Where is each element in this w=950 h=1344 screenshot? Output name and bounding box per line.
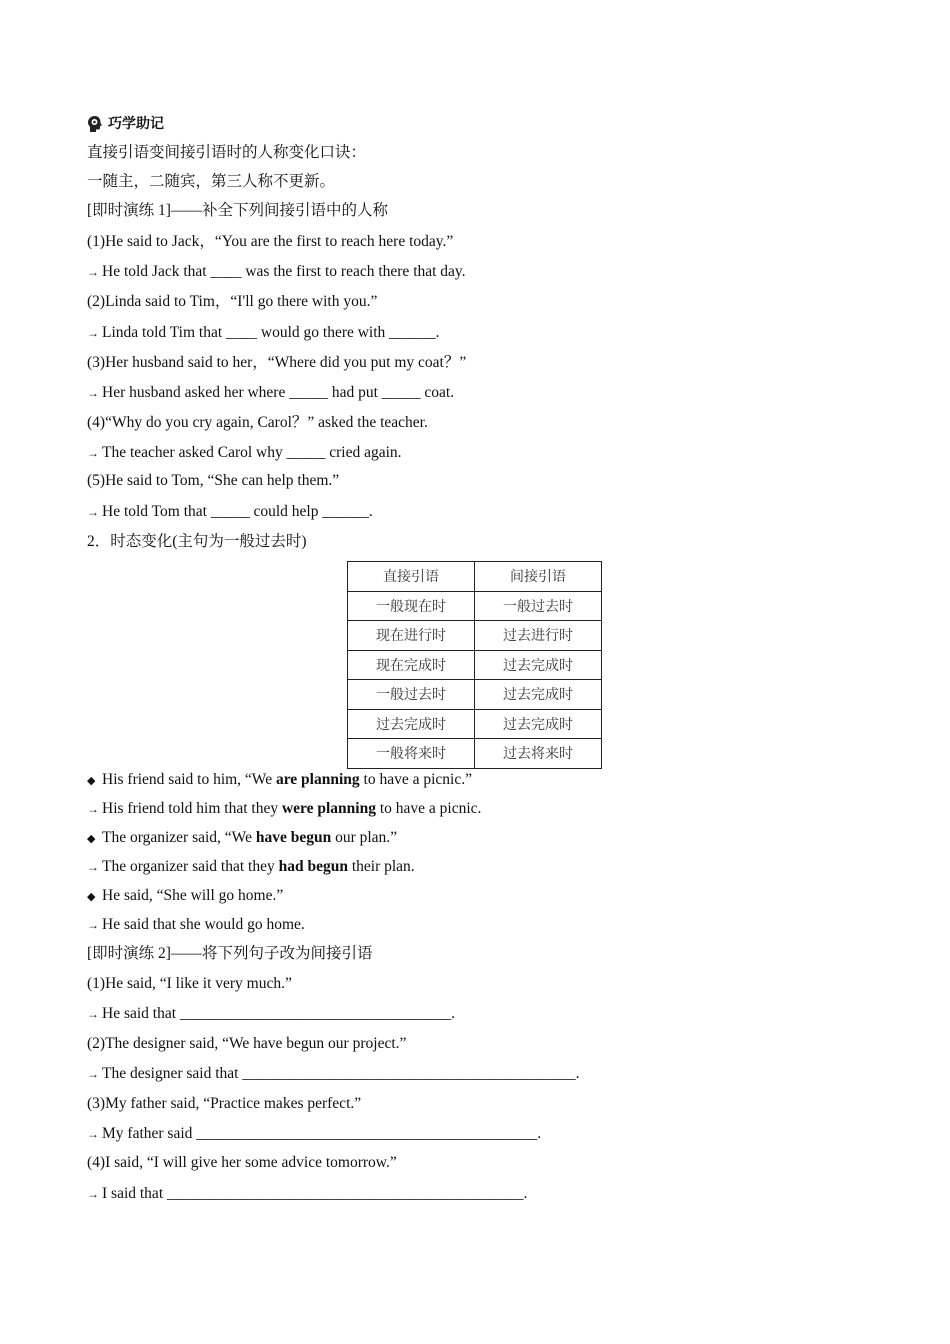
answer-text: He told Jack that ____ was the first to reach there that day. xyxy=(102,263,466,280)
example-text: His friend said to him, “We xyxy=(102,771,276,788)
diamond-bullet-icon: ◆ xyxy=(87,775,96,787)
example-2-direct xyxy=(87,828,397,849)
arrow-icon: → xyxy=(87,918,99,932)
table-header-row xyxy=(348,562,602,592)
answer-text: My father said ____________________________________________. xyxy=(102,1125,542,1142)
answer-text: Linda told Tim that ____ would go there with ______. xyxy=(102,324,440,341)
table-row xyxy=(348,680,602,710)
tip-title xyxy=(86,114,164,134)
table-header-cell: 直接引语 xyxy=(348,562,475,592)
arrow-icon: → xyxy=(87,386,99,400)
table-cell: 过去完成时 xyxy=(475,680,602,710)
drill2-answer-4 xyxy=(87,1184,527,1204)
brain-head-icon xyxy=(86,115,104,133)
drill1-answer-5 xyxy=(87,502,373,522)
table-row xyxy=(348,621,602,651)
intro-line-2: 一随主，二随宾，第三人称不更新。 xyxy=(87,173,336,190)
example-verb: had begun xyxy=(278,858,348,875)
drill2-answer-1 xyxy=(87,1004,455,1024)
arrow-icon: → xyxy=(87,326,99,340)
arrow-icon: → xyxy=(87,860,99,874)
tip-title-text: 巧学助记 xyxy=(108,116,164,132)
table-cell: 过去完成时 xyxy=(475,709,602,739)
example-text: to have a picnic.” xyxy=(359,771,472,788)
diamond-bullet-icon: ◆ xyxy=(87,891,96,903)
example-text: The organizer said, “We xyxy=(102,829,256,846)
answer-text: Her husband asked her where _____ had put _____ coat. xyxy=(102,384,455,401)
table-row xyxy=(348,739,602,769)
arrow-icon: → xyxy=(87,1007,99,1021)
table-cell: 过去将来时 xyxy=(475,739,602,769)
drill1-question-2: (2)Linda said to Tim，“I'll go there with you.” xyxy=(87,293,378,310)
arrow-icon: → xyxy=(87,265,99,279)
example-text: His friend told him that they xyxy=(102,800,282,817)
example-text: He said, “She will go home.” xyxy=(102,887,284,904)
drill1-question-5: (5)He said to Tom, “She can help them.” xyxy=(87,472,340,489)
table-cell: 过去进行时 xyxy=(475,621,602,651)
answer-text: He said that ___________________________________. xyxy=(102,1005,456,1022)
answer-text: I said that ______________________________________________. xyxy=(102,1185,528,1202)
table-cell: 一般现在时 xyxy=(348,591,475,621)
table-row xyxy=(348,709,602,739)
arrow-icon: → xyxy=(87,505,99,519)
drill2-title: [即时演练 2]——将下列句子改为间接引语 xyxy=(87,945,373,962)
arrow-icon: → xyxy=(87,1127,99,1141)
drill2-question-4: (4)I said, “I will give her some advice tomorrow.” xyxy=(87,1154,397,1171)
table-cell: 一般将来时 xyxy=(348,739,475,769)
section2-title: 2．时态变化(主句为一般过去时) xyxy=(87,533,307,550)
drill1-question-1: (1)He said to Jack，“You are the first to reach here today.” xyxy=(87,233,454,250)
answer-text: The designer said that ___________________________________________. xyxy=(102,1065,580,1082)
arrow-icon: → xyxy=(87,802,99,816)
drill1-question-4: (4)“Why do you cry again, Carol？” asked the teacher. xyxy=(87,414,428,431)
table-cell: 一般过去时 xyxy=(348,680,475,710)
drill1-answer-3 xyxy=(87,383,454,403)
example-text: The organizer said that they xyxy=(102,858,279,875)
example-text: our plan.” xyxy=(331,829,398,846)
example-3-indirect xyxy=(87,915,305,935)
diamond-bullet-icon: ◆ xyxy=(87,833,96,845)
table-cell: 现在进行时 xyxy=(348,621,475,651)
drill2-question-3: (3)My father said, “Practice makes perfect.” xyxy=(87,1095,362,1112)
example-1-indirect xyxy=(87,799,481,819)
table-cell: 过去完成时 xyxy=(348,709,475,739)
answer-text: He told Tom that _____ could help ______. xyxy=(102,503,373,520)
intro-line-1: 直接引语变间接引语时的人称变化口诀： xyxy=(87,144,367,161)
table-row xyxy=(348,650,602,680)
table-header-cell: 间接引语 xyxy=(475,562,602,592)
example-1-direct xyxy=(87,770,472,791)
arrow-icon: → xyxy=(87,1187,99,1201)
example-text: their plan. xyxy=(347,858,415,875)
example-text: to have a picnic. xyxy=(375,800,482,817)
table-row xyxy=(348,591,602,621)
tense-table xyxy=(347,561,602,769)
drill1-answer-4 xyxy=(87,443,402,463)
drill2-answer-2 xyxy=(87,1064,579,1084)
arrow-icon: → xyxy=(87,1067,99,1081)
drill2-question-1: (1)He said, “I like it very much.” xyxy=(87,975,292,992)
example-verb: were planning xyxy=(281,800,376,817)
example-3-direct xyxy=(87,886,283,907)
table-cell: 现在完成时 xyxy=(348,650,475,680)
drill1-title: [即时演练 1]——补全下列间接引语中的人称 xyxy=(87,202,388,219)
drill1-question-3: (3)Her husband said to her，“Where did you put my coat？” xyxy=(87,354,467,371)
arrow-icon: → xyxy=(87,446,99,460)
drill2-answer-3 xyxy=(87,1124,541,1144)
table-cell: 一般过去时 xyxy=(475,591,602,621)
answer-text: The teacher asked Carol why _____ cried again. xyxy=(102,444,402,461)
table-cell: 过去完成时 xyxy=(475,650,602,680)
example-2-indirect xyxy=(87,857,415,877)
drill2-question-2: (2)The designer said, “We have begun our project.” xyxy=(87,1035,407,1052)
example-verb: are planning xyxy=(275,771,360,788)
example-text: He said that she would go home. xyxy=(102,916,305,933)
example-verb: have begun xyxy=(255,829,332,846)
drill1-answer-2 xyxy=(87,323,440,343)
drill1-answer-1 xyxy=(87,262,466,282)
